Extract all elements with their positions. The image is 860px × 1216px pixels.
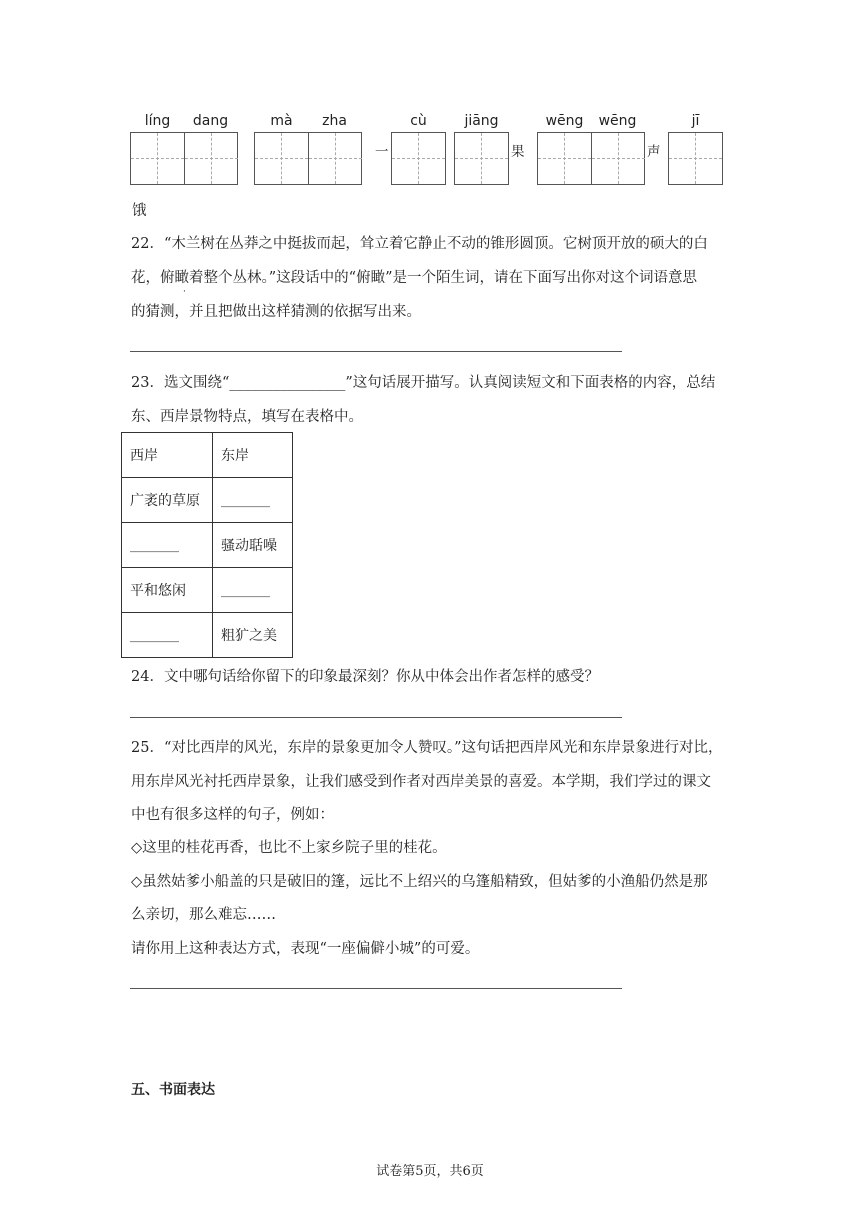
table-row [122,523,293,568]
pinyin-cu: cù [410,113,427,129]
q25-line-4: ◇这里的桂花再香，也比不上家乡院子里的桂花。 [131,840,447,856]
writing-box-ji[interactable] [668,132,723,185]
connector-sheng: 声 [647,144,661,160]
connector-guo: 果 [511,144,525,160]
q25-line-1: 25．“对比西岸的风光，东岸的景象更加令人赞叹。”这句话把西岸风光和东岸景象进行对比， [131,740,723,756]
table-cell: 广袤的草原 [122,478,213,523]
table-cell: 粗犷之美 [213,613,293,658]
pinyin-zha: zha [322,113,347,129]
q25-line-6: 么亲切，那么难忘…… [131,907,276,923]
table-header-west: 西岸 [122,433,213,478]
pinyin-dang: dang [192,113,229,129]
table-row [122,568,293,613]
q25-line-2: 用东岸风光衬托西岸景象，让我们感受到作者对西岸美景的喜爱。本学期，我们学过的课文 [131,774,711,790]
writing-box-cu[interactable] [391,132,446,185]
q25-answer-line[interactable] [130,988,622,989]
q23-table [121,432,293,658]
table-cell-blank[interactable]: _______ [122,523,213,568]
writing-box-wengweng[interactable] [537,132,645,185]
table-cell-blank[interactable]: _______ [213,568,293,613]
q24-question: 24．文中哪句话给你留下的印象最深刻？你从中体会出作者怎样的感受？ [131,669,599,685]
q24-answer-line[interactable] [130,717,622,718]
q25-line-5: ◇虽然姑爹小船盖的只是破旧的篷，远比不上绍兴的乌篷船精致，但姑爹的小渔船仍然是那 [131,874,708,890]
table-cell-blank[interactable]: _______ [122,613,213,658]
pinyin-jiang: jiāng [464,113,499,129]
pinyin-ma: mà [270,113,293,129]
q22-answer-line[interactable] [130,351,622,352]
writing-box-mazha[interactable] [254,132,362,185]
table-cell: 平和悠闲 [122,568,213,613]
q22-line-2: 花，俯瞰着整个丛林。”这段话中的“俯瞰”是一个陌生词，请在下面写出你对这个词语意思 [131,270,697,286]
table-row [122,613,293,658]
section-heading: 五、书面表达 [131,1082,215,1098]
table-cell: 骚动聒噪 [213,523,293,568]
pinyin-weng-2: wēng [598,113,637,129]
emphasis-dot: · [183,287,186,297]
pinyin-ji: jī [691,113,700,129]
trailing-char-e: 饿 [132,203,147,219]
q25-line-3: 中也有很多这样的句子，例如： [131,807,334,823]
connector-yi: 一 [375,144,389,160]
q23-line-1: 23．选文围绕“________________”这句话展开描写。认真阅读短文和下面表格的内容，总结 [131,375,716,391]
table-cell-blank[interactable]: _______ [213,478,293,523]
q25-line-7: 请你用上这种表达方式，表现“一座偏僻小城”的可爱。 [131,941,480,957]
writing-box-lingdang[interactable] [130,132,238,185]
table-header-east: 东岸 [213,433,293,478]
table-row [122,478,293,523]
pinyin-weng-1: wēng [545,113,584,129]
writing-box-jiang[interactable] [454,132,509,185]
page-footer: 试卷第5页，共6页 [376,1164,484,1179]
q22-line-1: 22．“木兰树在丛莽之中挺拔而起，耸立着它静止不动的锥形圆顶。它树顶开放的硕大的白 [131,236,708,252]
table-row [122,433,293,478]
q23-line-2: 东、西岸景物特点，填写在表格中。 [131,409,363,425]
pinyin-ling: líng [144,113,171,129]
q22-line-3: 的猜测，并且把做出这样猜测的依据写出来。 [131,304,421,320]
